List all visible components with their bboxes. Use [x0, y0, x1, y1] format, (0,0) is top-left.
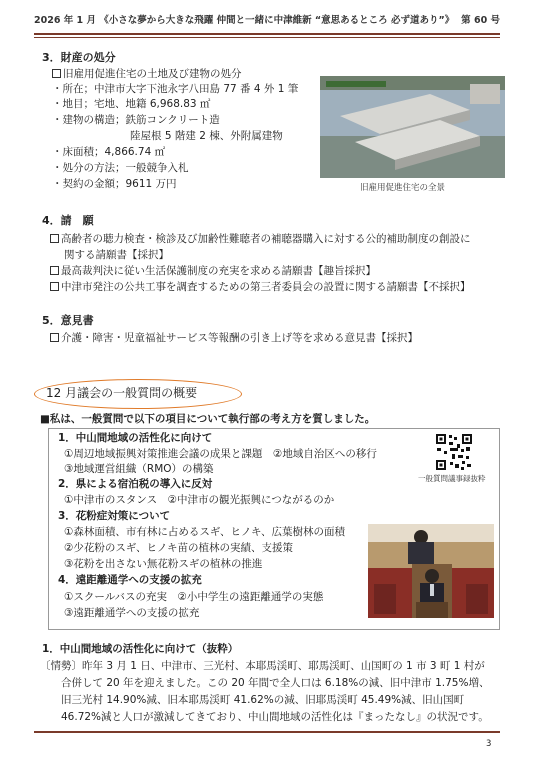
photo-caption: 旧雇用促進住宅の全景 [360, 183, 446, 193]
question-heading: 1．中山間地域の活性化に向けて [58, 432, 213, 444]
qr-caption: 一般質問議事録抜粋 [418, 474, 486, 483]
section3-detail: 陸屋根 5 階建 2 棟、外附属建物 [130, 130, 283, 142]
issue-number: 第 60 号 [461, 15, 500, 26]
section3-item: 旧雇用促進住宅の土地及び建物の処分 [52, 67, 242, 82]
qr-code-icon[interactable] [435, 433, 473, 471]
question-item: ②少花粉のスギ、ヒノキ苗の植林の実績、支援策 [64, 542, 293, 554]
question-item: ①スクールバスの充実 ②小中学生の遠距離通学の実態 [64, 591, 324, 603]
section3-detail: ・建物の構造；鉄筋コンクリート造 [52, 114, 220, 126]
petition-item: 最高裁判決に従い生活保護制度の充実を求める請願書【趣旨採択】 [50, 264, 376, 279]
detail-line: 46.72%減と人口が激減してきており、中山間地域の活性化は『まったなし』の状況です。 [40, 711, 489, 723]
header-rule [34, 33, 500, 35]
page-number: 3 [486, 739, 492, 749]
petition-item-cont: 関する請願書【採択】 [64, 249, 169, 261]
question-heading: 2．県による宿泊税の導入に反対 [58, 478, 213, 490]
detail-line: 合併して 20 年を迎えました。この 20 年間で全人口は 6.18%の減、旧中津市 1.75%増、 [40, 677, 490, 689]
page-header [34, 14, 500, 28]
detail-title: 1．中山間地域の活性化に向けて（抜粋） [42, 643, 239, 655]
detail-line: 〔情勢〕昨年 3 月 1 日、中津市、三光村、本耶馬渓町、耶馬渓町、山国町の 1 市 3 町 1 村が [40, 660, 485, 672]
section3-detail: ・契約の金額；9611 万円 [52, 178, 177, 190]
petition-item: 中津市発注の公共工事を調査するための第三者委員会の設置に関する請願書【不採択】 [50, 280, 471, 295]
question-item: ③遠距離通学への支援の拡充 [64, 607, 200, 619]
question-item: ①森林面積、市有林に占めるスギ、ヒノキ、広葉樹林の面積 [64, 526, 346, 538]
housing-aerial-photo [320, 76, 505, 178]
question-item: ③地域運営組織（RMO）の構築 [64, 463, 214, 475]
footer-rule [34, 731, 500, 733]
checkbox-square-icon [50, 266, 59, 275]
section3-detail: ・地目；宅地、地籍 6,968.83 ㎡ [52, 98, 211, 110]
general-question-title: 12 月議会の一般質問の概要 [46, 386, 198, 400]
detail-line: 旧三光村 14.90%減、旧本耶馬渓町 41.62%の減、旧耶馬渓町 45.49%減、旧山国町 [40, 694, 465, 706]
question-item: ①中津市のスタンス ②中津市の観光振興につながるのか [64, 494, 335, 506]
question-item: ①周辺地域振興対策推進会議の成果と課題 ②地域自治区への移行 [64, 448, 377, 460]
assembly-speaker-photo [368, 524, 494, 618]
opinion-item: 介護・障害・児童福祉サービス等報酬の引き上げ等を求める意見書【採択】 [50, 331, 418, 346]
header-title: 2026 年 1 月 《小さな夢から大きな飛躍 仲間と一緒に中津維新 “意思あるところ 必ず道あり”》 [34, 15, 455, 26]
checkbox-square-icon [50, 234, 59, 243]
section4-title: 4．請 願 [42, 214, 94, 227]
section5-title: 5．意見書 [42, 314, 94, 327]
checkbox-square-icon [50, 282, 59, 291]
header-rule-thin [34, 37, 500, 38]
checkbox-square-icon [50, 333, 59, 342]
section3-title: 3．財産の処分 [42, 51, 116, 64]
section3-detail: ・床面積；4,866.74 ㎡ [52, 146, 166, 158]
question-heading: 3．花粉症対策について [58, 510, 171, 522]
section3-detail: ・所在；中津市大字下池永字八田島 77 番 4 外 1 筆 [52, 83, 299, 95]
petition-item: 高齢者の聴力検査・検診及び加齢性難聴者の補聴器購入に対する公的補助制度の創設に [50, 232, 471, 247]
question-item: ③花粉を出さない無花粉スギの植林の推進 [64, 558, 263, 570]
general-question-lead: ■私は、一般質問で以下の項目について執行部の考え方を質しました。 [40, 413, 376, 425]
checkbox-square-icon [52, 69, 61, 78]
question-heading: 4．遠距離通学への支援の拡充 [58, 574, 202, 586]
section3-detail: ・処分の方法；一般競争入札 [52, 162, 189, 174]
